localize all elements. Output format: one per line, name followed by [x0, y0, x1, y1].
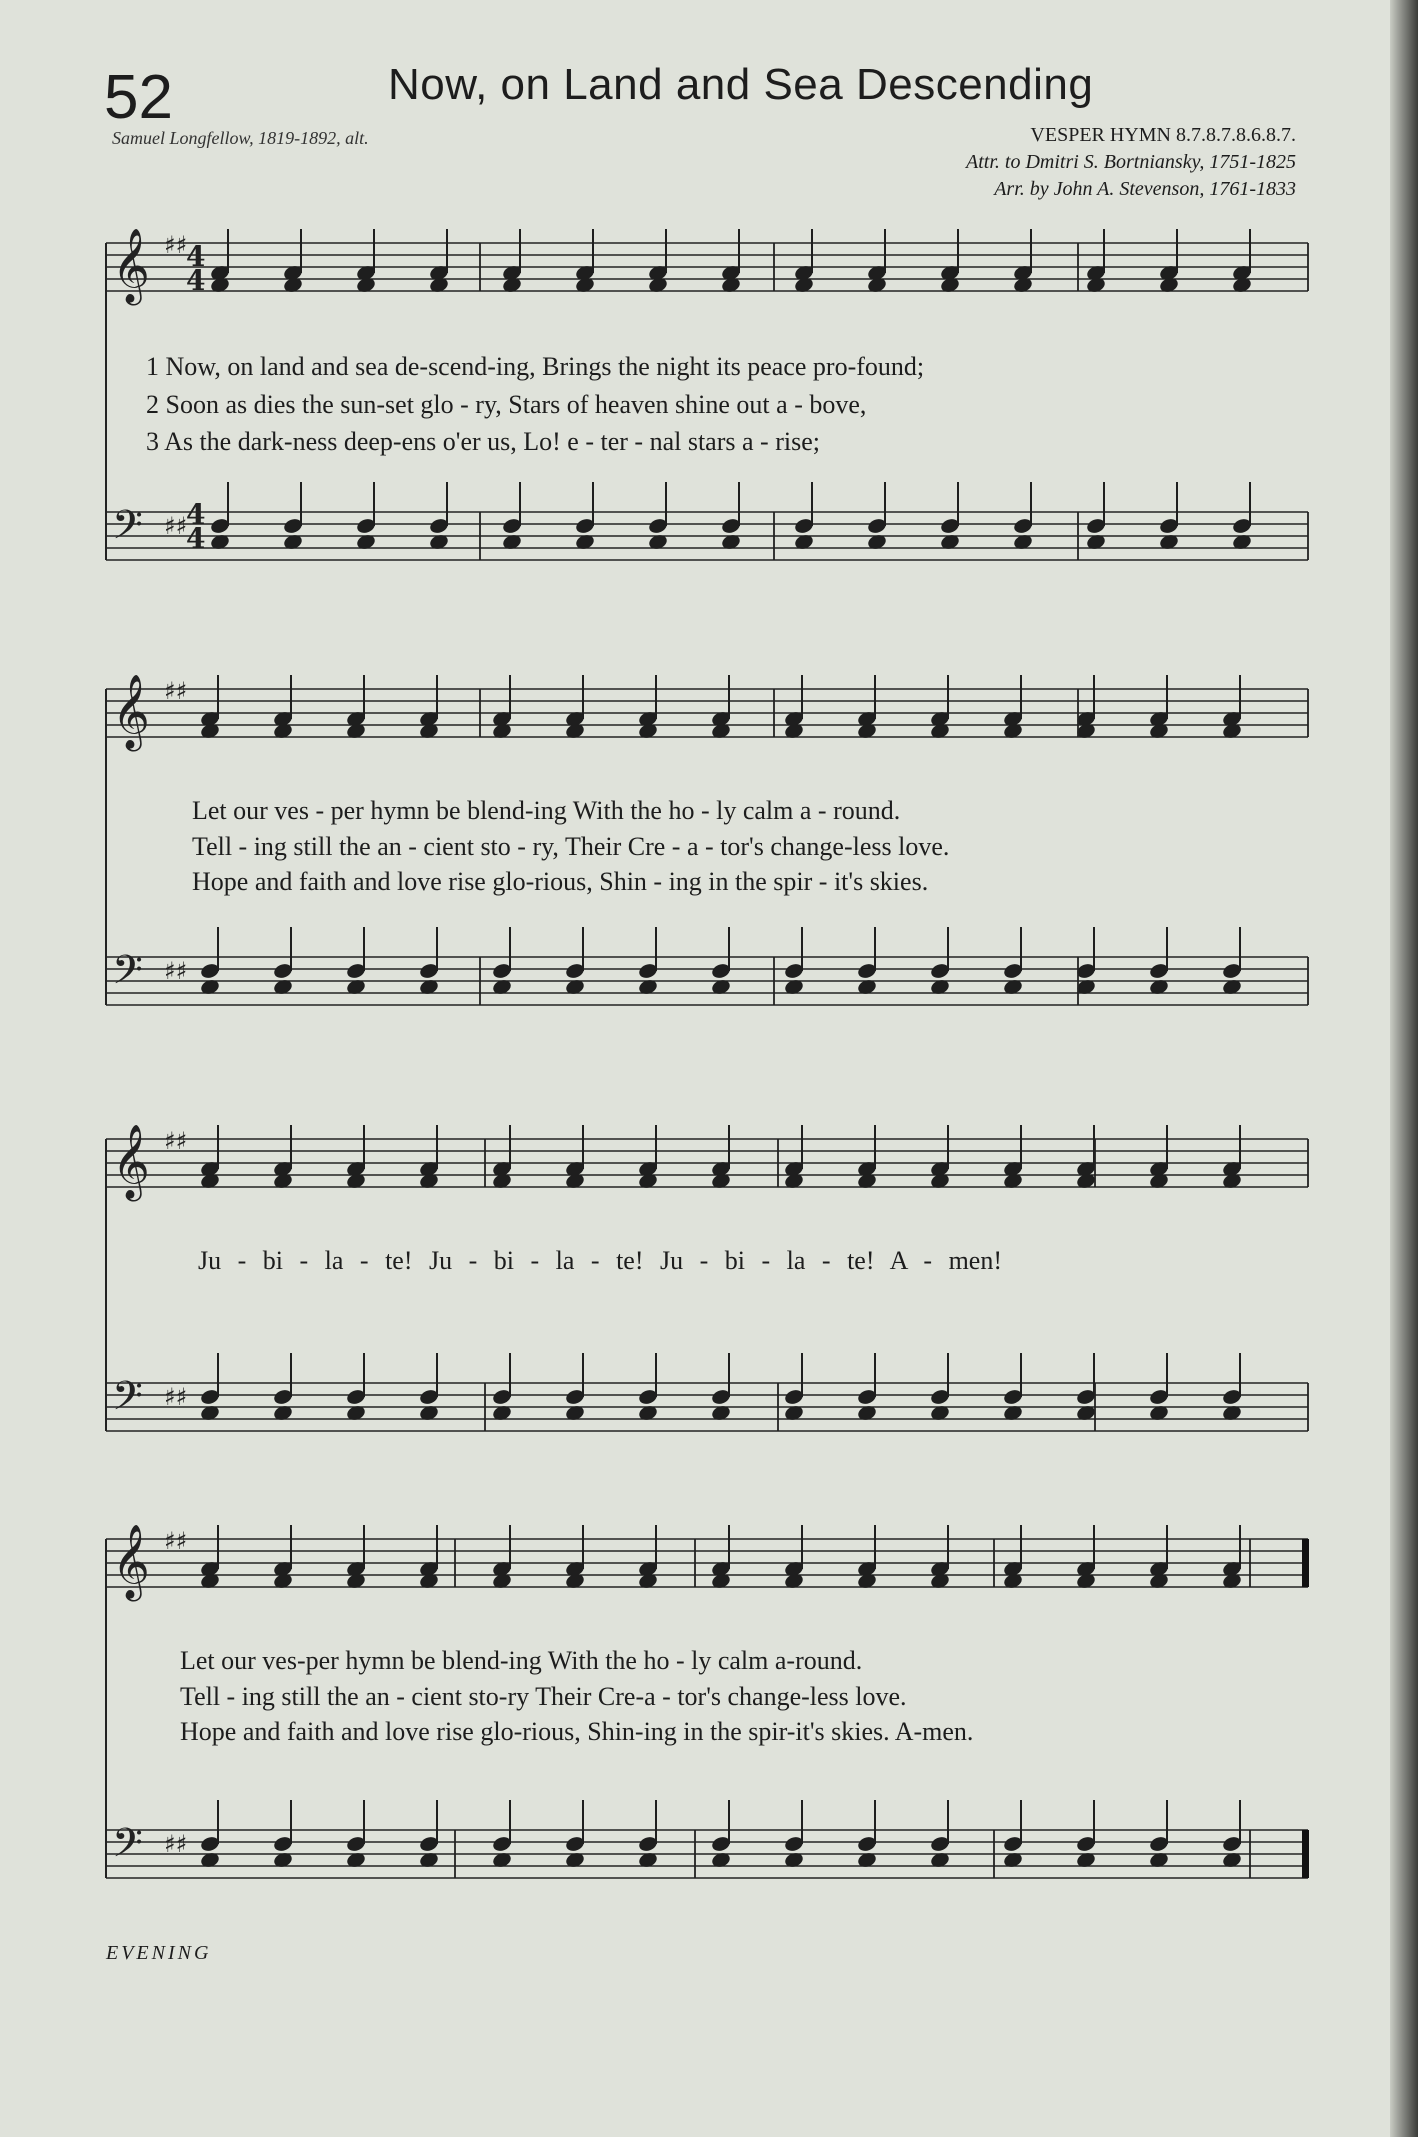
bass-clef-icon: 𝄢: [112, 502, 143, 558]
time-signature-icon: 4: [186, 240, 206, 273]
lyric-line-s4-v3: Hope and faith and love rise glo-rious, Shin-ing in the spir-it's skies. A-men.: [180, 1717, 974, 1746]
tune-name: VESPER HYMN 8.7.8.7.8.6.8.7.: [1030, 124, 1296, 146]
final-bar-line: [1302, 1830, 1309, 1878]
tune-arranger: Arr. by John A. Stevenson, 1761-1833: [994, 178, 1296, 200]
bass-clef-icon: 𝄢: [112, 1820, 143, 1876]
treble-clef-icon: 𝄞: [112, 1525, 150, 1599]
treble-clef-icon: 𝄞: [112, 1125, 150, 1199]
key-signature-sharp-icon: ♯♯: [164, 512, 188, 540]
hymn-author: Samuel Longfellow, 1819-1892, alt.: [112, 128, 369, 148]
lyric-line-s1-v1: 1 Now, on land and sea de-scend-ing, Brings the night its peace pro-found;: [146, 352, 925, 381]
final-bar-line: [1302, 1539, 1309, 1587]
key-signature-sharp-icon: ♯♯: [164, 1127, 188, 1155]
treble-clef-icon: 𝄞: [112, 229, 150, 303]
bass-clef-icon: 𝄢: [112, 1373, 143, 1429]
lyric-line-s1-v2: 2 Soon as dies the sun-set glo - ry, Stars of heaven shine out a - bove,: [146, 390, 867, 419]
lyric-line-s2-v2: Tell - ing still the an - cient sto - ry, Their Cre - a - tor's change-less love.: [192, 832, 950, 861]
lyric-line-s2-v3: Hope and faith and love rise glo-rious, Shin - ing in the spir - it's skies.: [192, 867, 929, 896]
lyric-line-s3: Ju - bi - la - te! Ju - bi - la - te! Ju - bi - la - te! A - men!: [198, 1246, 1002, 1275]
key-signature-sharp-icon: ♯♯: [164, 957, 188, 985]
hymn-category: EVENING: [106, 1942, 212, 1964]
key-signature-sharp-icon: ♯♯: [164, 1527, 188, 1555]
key-signature-sharp-icon: ♯♯: [164, 677, 188, 705]
time-signature-icon: 4: [186, 264, 206, 297]
treble-clef-icon: 𝄞: [112, 675, 150, 749]
bass-clef-icon: 𝄢: [112, 947, 143, 1003]
key-signature-sharp-icon: ♯♯: [164, 231, 188, 259]
tune-attribution: Attr. to Dmitri S. Bortniansky, 1751-1825: [966, 151, 1296, 173]
lyric-line-s1-v3: 3 As the dark-ness deep-ens o'er us, Lo! e - ter - nal stars a - rise;: [146, 427, 820, 456]
key-signature-sharp-icon: ♯♯: [164, 1383, 188, 1411]
hymn-number: 52: [104, 63, 173, 132]
time-signature-icon: 4: [186, 498, 206, 531]
lyric-line-s4-v1: Let our ves-per hymn be blend-ing With the ho - ly calm a-round.: [180, 1646, 863, 1675]
lyric-line-s4-v2: Tell - ing still the an - cient sto-ry Their Cre-a - tor's change-less love.: [180, 1682, 907, 1711]
key-signature-sharp-icon: ♯♯: [164, 1830, 188, 1858]
hymn-title: Now, on Land and Sea Descending: [388, 60, 1094, 109]
lyric-line-s2-v1: Let our ves - per hymn be blend-ing With the ho - ly calm a - round.: [192, 796, 901, 825]
time-signature-icon: 4: [186, 522, 206, 555]
